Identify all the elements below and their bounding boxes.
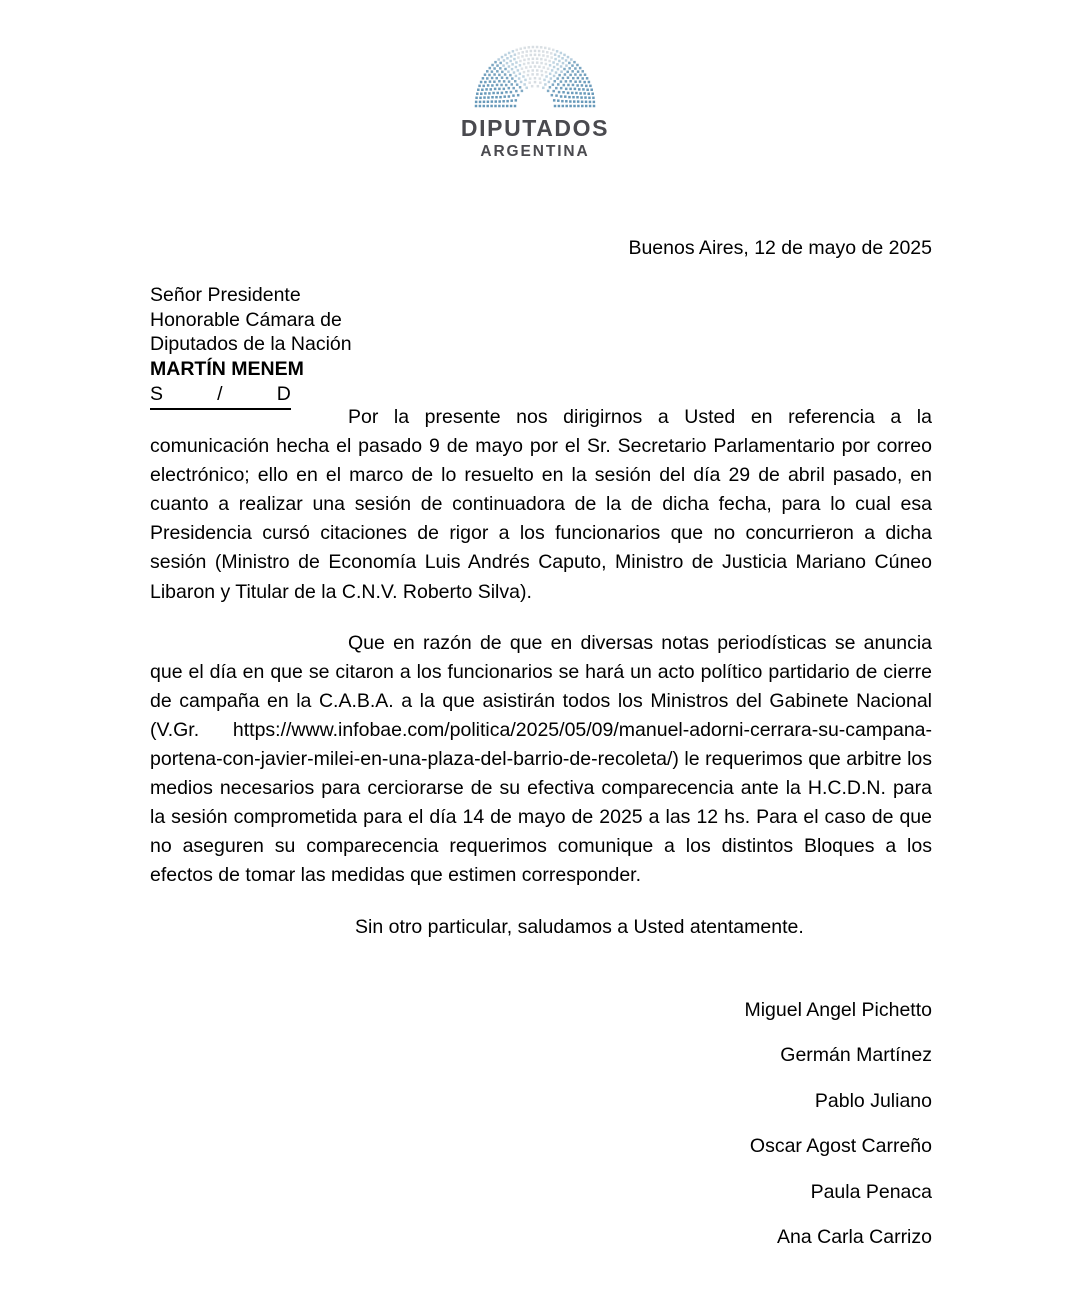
salutation-sd: S / D — [150, 382, 291, 410]
signatory-name: Miguel Angel Pichetto — [744, 999, 932, 1021]
signatory-name: Ana Carla Carrizo — [777, 1226, 932, 1249]
signatory-name: Oscar Agost Carreño — [749, 1135, 932, 1158]
paragraph-1-text: Por la presente nos dirigirnos a Usted en referencia a la comunicación hecha el pasado 9 de mayo por el Sr. Secretario Parlamentario por correo electrónico; ello en el marco de lo resuelto en la sesión del día 29 de abril pasado, en cuanto a realizar una sesión de continuadora de la de dicha fecha, para lo cual esa Presidencia cursó citaciones de rigor a los funcionarios que no concurrieron a dicha sesión (Ministro de Economía Luis Andrés Caputo, Ministro de Justicia Mariano Cúneo Libaron y Titular de la C.N.V. Roberto Silva). — [150, 406, 932, 603]
logo-wordmark: DIPUTADOS — [460, 115, 610, 141]
addressee-line-3: Diputados de la Nación — [150, 333, 352, 356]
letter-paragraphs — [150, 403, 932, 942]
paragraph-1 — [150, 403, 932, 607]
parliament-hemicycle-icon — [455, 44, 615, 110]
addressee-line-1: Señor Presidente — [150, 284, 301, 306]
signatory-name: Pablo Juliano — [814, 1089, 932, 1112]
letterhead — [0, 0, 1070, 190]
signatory-name: Germán Martínez — [780, 1044, 932, 1067]
closing-line: Sin otro particular, saludamos a Usted atentamente. — [355, 915, 804, 938]
logo-sub-wordmark: ARGENTINA — [480, 143, 590, 161]
addressee-name: MARTÍN MENEM — [150, 358, 304, 381]
institution-logo — [435, 44, 635, 162]
signatory-name: Paula Penaca — [810, 1180, 932, 1203]
paragraph-2-text: Que en razón de que en diversas notas periodísticas se anuncia que el día en que se citaron a los funcionarios se hará un acto político partidario de cierre de campaña en la C.A.B.A. a la que asistirán todos los Ministros del Gabinete Nacional (V.Gr. https://www.infobae.com/politica/2025/05/09/manuel-adorni-cerrara-su-campana-portena-con-javier-milei-en-una-plaza-del-barrio-de-recoleta/) le requerimos que arbitre los medios necesarios para cerciorarse de su efectiva comparecencia ante la H.C.D.N. para la sesión comprometida para el día 14 de mayo de 2025 a las 12 hs. Para el caso de que no aseguren su comparecencia requerimos comunique a los distintos Bloques a los efectos de tomar las medidas que estimen corresponder. — [150, 631, 932, 887]
paragraph-2 — [150, 629, 932, 891]
date-line: Buenos Aires, 12 de mayo de 2025 — [628, 237, 932, 259]
addressee-line-2: Honorable Cámara de — [150, 308, 342, 331]
signature-block — [150, 988, 932, 1260]
addressee-block — [150, 283, 650, 410]
